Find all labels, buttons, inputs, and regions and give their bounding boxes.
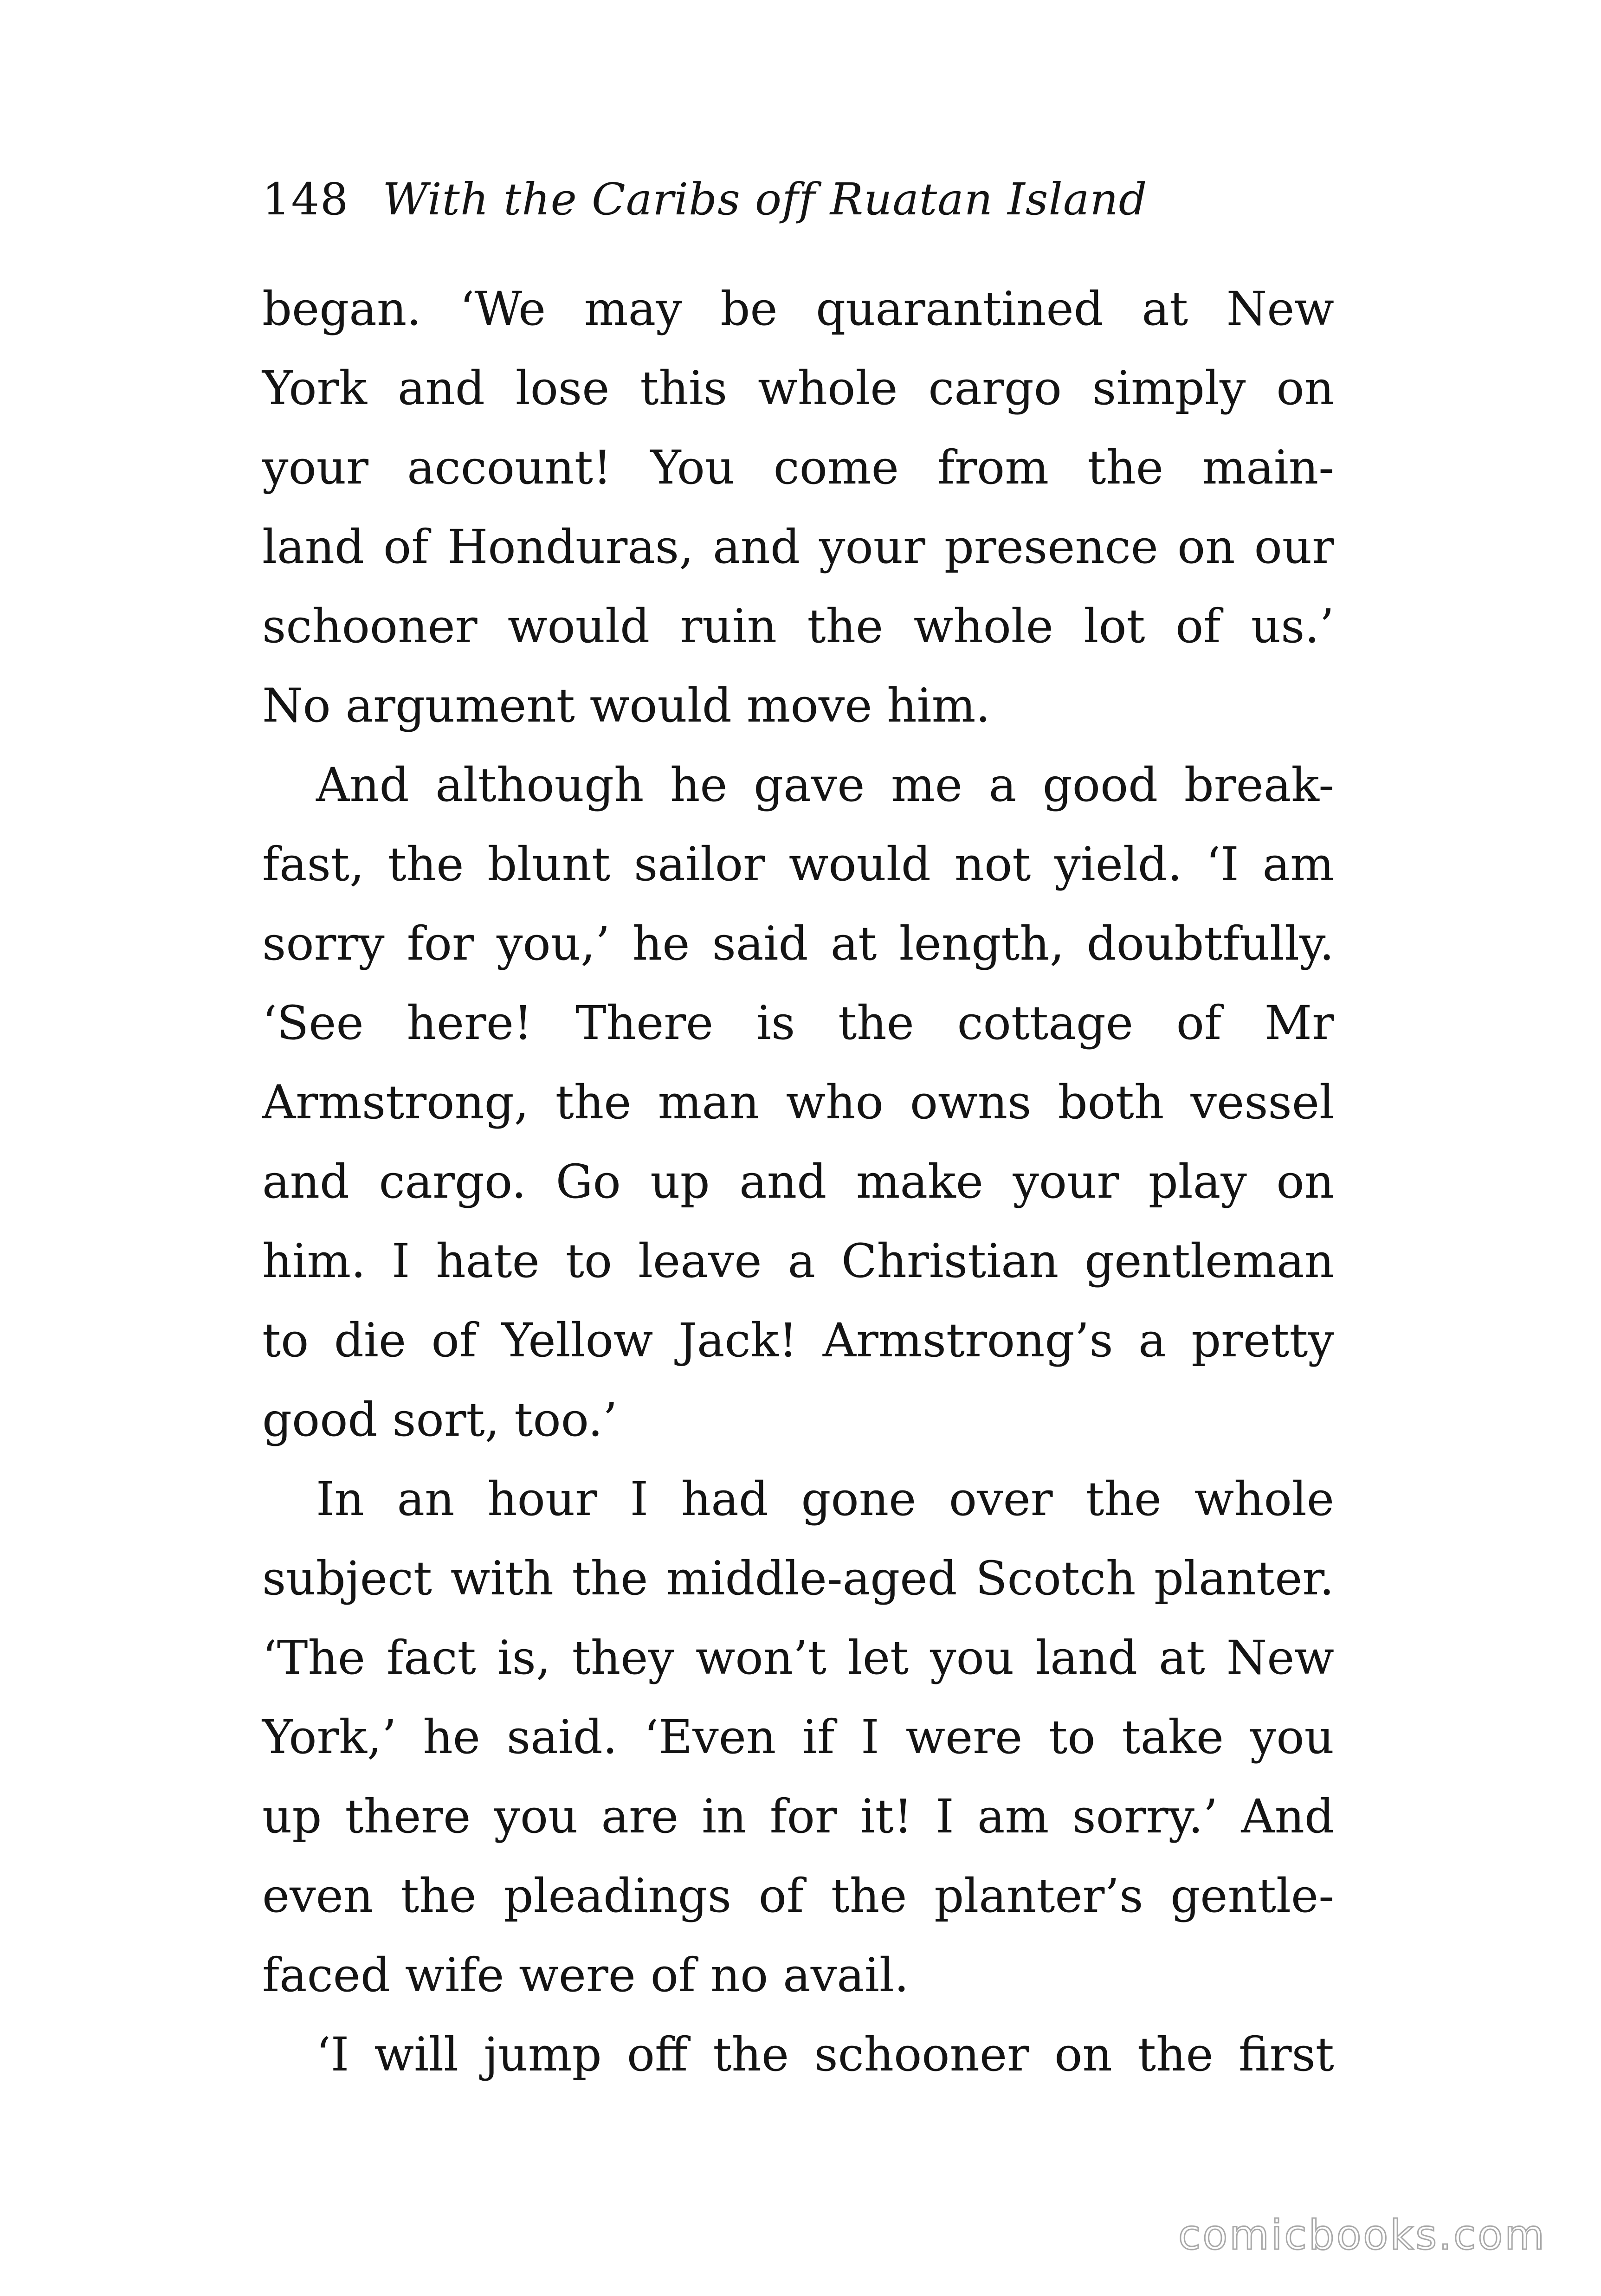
paragraph-4 xyxy=(262,2015,1334,2094)
paragraph-1 xyxy=(262,269,1334,745)
text-line: up there you are in for it! I am sorry.’ And xyxy=(262,1789,1334,1844)
running-head xyxy=(262,165,1147,234)
text-line: In an hour I had gone over the whole xyxy=(316,1472,1334,1526)
text-line: subject with the middle-aged Scotch planter. xyxy=(262,1551,1334,1606)
text-line: good sort, too.’ xyxy=(262,1393,618,1447)
watermark: comicbooks.com xyxy=(1178,2211,1546,2259)
text-line: ‘The fact is, they won’t let you land at New xyxy=(262,1631,1334,1685)
text-line: land of Honduras, and your presence on our xyxy=(262,520,1334,574)
text-line: to die of Yellow Jack! Armstrong’s a pretty xyxy=(262,1313,1334,1367)
text-line: began. ‘We may be quarantined at New xyxy=(262,282,1334,336)
text-line: fast, the blunt sailor would not yield. ‘I am xyxy=(262,837,1334,891)
page-number: 148 xyxy=(262,174,349,225)
text-line: No argument would move him. xyxy=(262,678,991,733)
text-line: Armstrong, the man who owns both vessel xyxy=(262,1075,1334,1129)
text-line: And although he gave me a good break- xyxy=(316,758,1334,812)
text-line: ‘See here! There is the cottage of Mr xyxy=(262,996,1334,1050)
text-line: ‘I will jump off the schooner on the first xyxy=(316,2027,1334,2082)
running-title: With the Caribs off Ruatan Island xyxy=(382,174,1148,225)
text-line: and cargo. Go up and make your play on xyxy=(262,1154,1334,1209)
text-line: him. I hate to leave a Christian gentleman xyxy=(262,1234,1334,1288)
text-line: schooner would ruin the whole lot of us.’ xyxy=(262,599,1334,653)
text-line: York,’ he said. ‘Even if I were to take you xyxy=(262,1710,1334,1764)
body-text xyxy=(262,269,1334,2094)
paragraph-2 xyxy=(262,745,1334,1459)
text-line: York and lose this whole cargo simply on xyxy=(262,361,1334,415)
text-line: even the pleadings of the planter’s gentle- xyxy=(262,1869,1334,1923)
text-line: faced wife were of no avail. xyxy=(262,1948,909,2002)
text-line: your account! You come from the main- xyxy=(262,440,1334,495)
paragraph-3 xyxy=(262,1459,1334,2015)
text-line: sorry for you,’ he said at length, doubtfully. xyxy=(262,916,1334,971)
